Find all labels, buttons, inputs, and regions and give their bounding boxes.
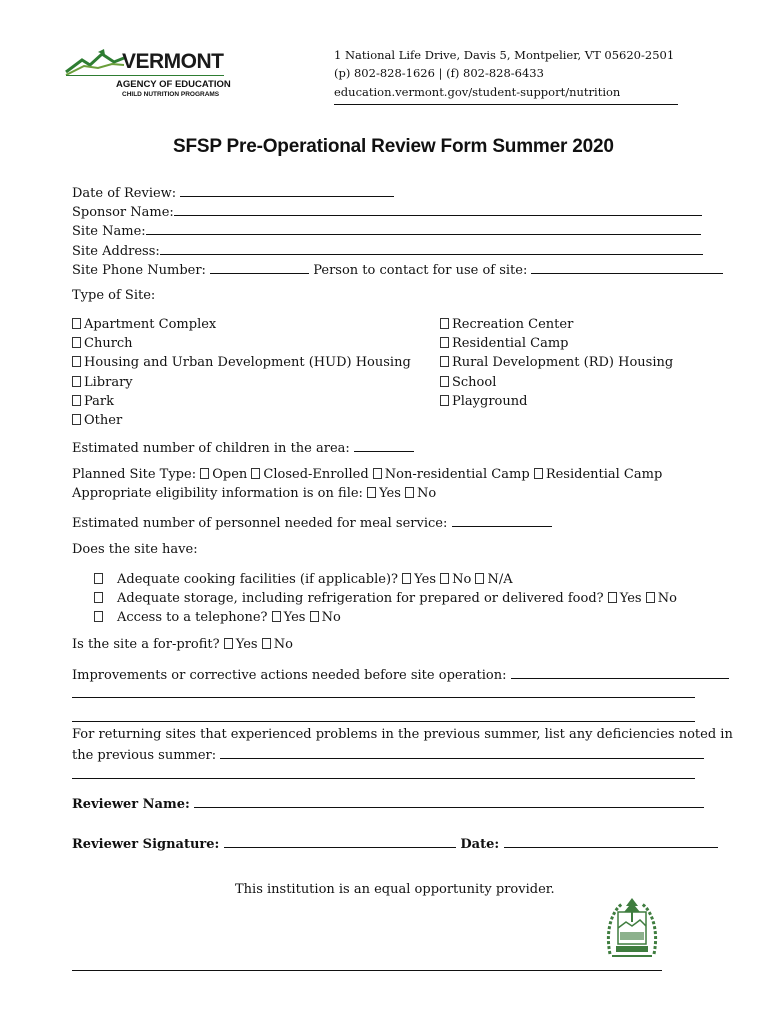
personnel-estimate-field[interactable] (452, 514, 552, 527)
vermont-logo (64, 48, 234, 104)
children-estimate-field[interactable] (354, 439, 414, 452)
checkbox[interactable] (72, 414, 81, 425)
site-type-option[interactable]: Apartment Complex (72, 315, 411, 334)
site-name-field[interactable] (146, 222, 701, 235)
site-name-label: Site Name: (72, 224, 146, 239)
vermont-seal-icon (602, 894, 662, 962)
site-type-option[interactable]: Housing and Urban Development (HUD) Housing (72, 353, 411, 372)
checkbox[interactable] (94, 592, 103, 603)
site-phone-label: Site Phone Number: (72, 263, 206, 278)
date-label: Date: (460, 837, 500, 852)
reviewer-signature-row (72, 835, 718, 853)
facility-item: Adequate storage, including refrigeration for prepared or delivered food? Yes No (94, 589, 677, 608)
site-address-field[interactable] (160, 242, 703, 255)
deficiencies-field[interactable] (220, 746, 704, 759)
contact-person-field[interactable] (531, 261, 723, 274)
for-profit-row: Is the site a for-profit? Yes No (72, 637, 293, 652)
planned-site-type-row: Planned Site Type: Open Closed-Enrolled Non-residential Camp Residential Camp (72, 467, 663, 482)
checkbox[interactable] (475, 573, 484, 584)
checkbox[interactable] (72, 376, 81, 387)
date-of-review-row (72, 184, 394, 202)
logo-subtitle: AGENCY OF EDUCATION (116, 79, 231, 90)
checkbox[interactable] (72, 318, 81, 329)
checkbox[interactable] (440, 356, 449, 367)
sponsor-name-field[interactable] (174, 203, 702, 216)
site-type-option[interactable]: Other (72, 411, 411, 430)
site-type-option[interactable]: Recreation Center (440, 315, 673, 334)
site-name-row (72, 222, 701, 240)
site-type-option[interactable]: Park (72, 392, 411, 411)
checkbox[interactable] (608, 592, 617, 603)
checkbox[interactable] (251, 468, 260, 479)
contact-person-label: Person to contact for use of site: (313, 263, 528, 278)
checkbox[interactable] (440, 337, 449, 348)
eligibility-row: Appropriate eligibility information is on file: Yes No (72, 486, 437, 501)
date-field[interactable] (504, 835, 718, 848)
children-estimate-row (72, 439, 414, 457)
checkbox[interactable] (405, 487, 414, 498)
site-phone-row (72, 261, 723, 279)
children-estimate-label: Estimated number of children in the area: (72, 441, 350, 456)
checkbox[interactable] (534, 468, 543, 479)
returning-line-2: the previous summer: (72, 748, 217, 763)
mountain-logo-icon (64, 48, 126, 78)
checkbox[interactable] (440, 376, 449, 387)
checkbox[interactable] (310, 611, 319, 622)
checkbox[interactable] (440, 318, 449, 329)
sponsor-name-row (72, 203, 702, 221)
checkbox[interactable] (272, 611, 281, 622)
equal-opportunity-note: This institution is an equal opportunity provider. (235, 882, 555, 897)
date-of-review-field[interactable] (180, 184, 394, 197)
site-type-option[interactable]: Library (72, 373, 411, 392)
personnel-estimate-label: Estimated number of personnel needed for meal service: (72, 516, 448, 531)
improvements-field[interactable] (511, 666, 729, 679)
header-phone: (p) 802-828-1626 | (f) 802-828-6433 (334, 66, 544, 80)
checkbox[interactable] (262, 638, 271, 649)
returning-line-1: For returning sites that experienced problems in the previous summer, list any deficiencies noted in (72, 727, 733, 742)
for-profit-label: Is the site a for-profit? (72, 637, 220, 652)
checkbox[interactable] (94, 573, 103, 584)
facility-item: Adequate cooking facilities (if applicable)? Yes No N/A (94, 570, 677, 589)
facility-item: Access to a telephone? Yes No (94, 608, 677, 627)
checkbox[interactable] (72, 337, 81, 348)
checkbox[interactable] (72, 356, 81, 367)
site-type-option[interactable]: Residential Camp (440, 334, 673, 353)
improvements-line-2[interactable] (72, 697, 695, 698)
site-address-label: Site Address: (72, 244, 160, 259)
site-phone-field[interactable] (210, 261, 309, 274)
site-type-left-list (72, 315, 411, 430)
type-of-site-label: Type of Site: (72, 288, 156, 303)
sponsor-name-label: Sponsor Name: (72, 205, 174, 220)
logo-tagline: CHILD NUTRITION PROGRAMS (122, 91, 220, 98)
improvements-line-3[interactable] (72, 721, 695, 722)
checkbox[interactable] (440, 395, 449, 406)
personnel-estimate-row (72, 514, 552, 532)
eligibility-label: Appropriate eligibility information is on file: (72, 486, 363, 501)
header-address: 1 National Life Drive, Davis 5, Montpelier, VT 05620-2501 (334, 48, 675, 62)
returning-row-2 (72, 746, 704, 764)
site-address-row (72, 242, 703, 260)
checkbox[interactable] (646, 592, 655, 603)
header-website[interactable]: education.vermont.gov/student-support/nutrition (334, 85, 621, 99)
does-site-have-label: Does the site have: (72, 542, 198, 557)
checkbox[interactable] (72, 395, 81, 406)
date-of-review-label: Date of Review: (72, 186, 177, 201)
reviewer-name-row (72, 795, 704, 813)
reviewer-name-label: Reviewer Name: (72, 797, 190, 812)
reviewer-name-field[interactable] (194, 795, 704, 808)
reviewer-signature-field[interactable] (224, 835, 456, 848)
deficiencies-line-2[interactable] (72, 778, 695, 779)
form-title: SFSP Pre-Operational Review Form Summer 2020 (173, 136, 614, 157)
checkbox[interactable] (402, 573, 411, 584)
facilities-list (94, 570, 677, 627)
checkbox[interactable] (367, 487, 376, 498)
checkbox[interactable] (200, 468, 209, 479)
improvements-label: Improvements or corrective actions needed before site operation: (72, 668, 507, 683)
improvements-row (72, 666, 729, 684)
checkbox[interactable] (224, 638, 233, 649)
reviewer-signature-label: Reviewer Signature: (72, 837, 220, 852)
checkbox[interactable] (94, 611, 103, 622)
checkbox[interactable] (373, 468, 382, 479)
header-rule (334, 104, 678, 105)
site-type-option[interactable]: Rural Development (RD) Housing (440, 353, 673, 372)
logo-title: VERMONT (122, 50, 224, 73)
site-type-option[interactable]: School (440, 373, 673, 392)
footer-rule (72, 970, 662, 971)
logo-rule (66, 75, 224, 76)
checkbox[interactable] (440, 573, 449, 584)
planned-site-type-label: Planned Site Type: (72, 467, 197, 482)
site-type-option[interactable]: Playground (440, 392, 673, 411)
site-type-right-list (440, 315, 673, 411)
site-type-option[interactable]: Church (72, 334, 411, 353)
